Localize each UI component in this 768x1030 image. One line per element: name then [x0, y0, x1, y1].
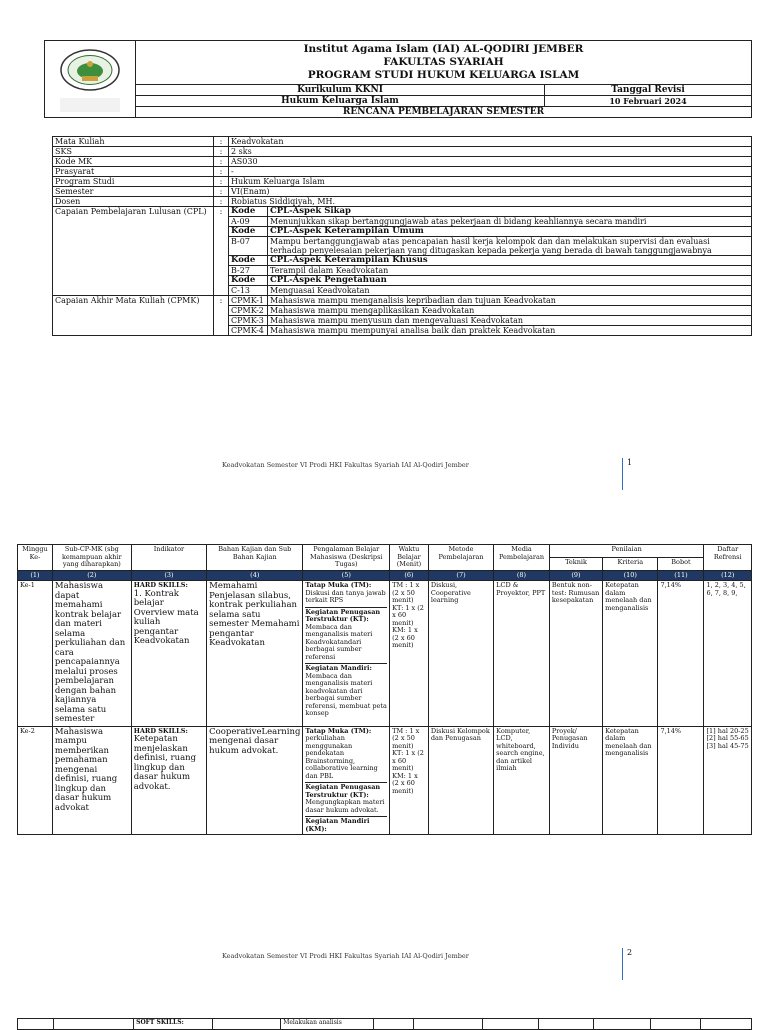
experience-cell — [303, 726, 390, 835]
cpmk-code: CPMK-3 — [229, 316, 268, 326]
institution-heading — [136, 41, 752, 85]
column-number: (5) — [303, 570, 390, 581]
cpl-description: CPL-Aspek Keterampilan Umum — [268, 227, 752, 237]
document-header — [44, 40, 752, 118]
cpl-code: B-07 — [229, 237, 268, 256]
info-separator: : — [214, 177, 229, 187]
experience-tm-text: perkuliahan menggunakan pendekatan Brainstorming, collaborative learning dan PBL — [305, 734, 378, 780]
cpmk-description: Mahasiswa mampu menyusun dan mengevaluasi Keadvokatan — [268, 316, 752, 326]
info-label: Kode MK — [53, 157, 214, 167]
cpl-row — [53, 207, 752, 217]
cpmk-code: CPMK-4 — [229, 326, 268, 336]
info-separator: : — [214, 147, 229, 157]
col-indicator: Indikator — [131, 545, 206, 571]
logo-blur — [60, 98, 120, 112]
page-footer: Keadvokatan Semester VI Prodi HKI Fakultas Syariah IAI Al-Qodiri Jember — [222, 461, 469, 469]
cpl-code: A-09 — [229, 217, 268, 227]
experience-km-text: Membaca dan menganalisis materi keadvokatan dari berbagai sumber referensi, membuat peta konsep — [305, 671, 387, 717]
info-separator: : — [214, 157, 229, 167]
criteria-cell: Ketepatan dalam menelaah dan menganalisis — [603, 581, 658, 727]
continuation-experience: Melakukan analisis — [281, 1019, 374, 1030]
col-method: Metode Pembelajaran — [428, 545, 493, 571]
cpl-code: B-27 — [229, 266, 268, 276]
column-number: (9) — [549, 570, 602, 581]
experience-tm-text: Diskusi dan tanya jawab terkait RPS — [305, 588, 386, 604]
col-technique: Teknik — [549, 557, 602, 570]
experience-km-title: Kegiatan Mandiri (KM): — [305, 816, 387, 833]
info-row — [53, 147, 752, 157]
indicator-cell — [131, 581, 206, 727]
curriculum-label: Kurikulum KKNI — [136, 85, 545, 96]
info-row — [53, 157, 752, 167]
cpl-code: Kode — [229, 227, 268, 237]
weekly-plan-continuation — [17, 1018, 752, 1030]
logo-cell — [45, 41, 136, 118]
column-number: (1) — [18, 570, 53, 581]
column-number: (8) — [494, 570, 550, 581]
experience-tm-title: Tatap Muka (TM): — [305, 726, 372, 735]
info-row — [53, 177, 752, 187]
page-footer-2: Keadvokatan Semester VI Prodi HKI Fakultas Syariah IAI Al-Qodiri Jember — [222, 952, 469, 960]
info-value: AS030 — [229, 157, 752, 167]
subcpmk-cell: Mahasiswa mampu memberikan pemahaman mengenai definisi, ruang lingkup dan dasar hukum advokat — [52, 726, 131, 835]
info-separator: : — [214, 197, 229, 207]
info-row — [53, 137, 752, 147]
cpmk-code: CPMK-2 — [229, 306, 268, 316]
info-label: Semester — [53, 187, 214, 197]
cpl-label: Capaian Pembelajaran Lulusan (CPL) — [53, 207, 214, 296]
media-cell: LCD & Proyektor, PPT — [494, 581, 550, 727]
info-row — [53, 167, 752, 177]
info-label: SKS — [53, 147, 214, 157]
cpl-description: CPL-Aspek Pengetahuan — [268, 276, 752, 286]
reference-cell: [1] hal 20-25 [2] hal 55-65 [3] hal 45-75 — [704, 726, 752, 835]
cpl-description: Menunjukkan sikap bertanggungjawab atas pekerjaan di bidang keahliannya secara mandiri — [268, 217, 752, 227]
method-cell: Diskusi, Cooperative learning — [428, 581, 493, 727]
table-row — [18, 726, 752, 835]
experience-kt-title: Kegiatan Penugasan Terstruktur (KT): — [305, 607, 387, 624]
material-cell: Memahami Penjelasan silabus, kontrak perkuliahan selama satu semester Memahami pengantar Keadvokatan — [207, 581, 303, 727]
experience-kt-title: Kegiatan Penugasan Terstruktur (KT): — [305, 782, 387, 799]
cpmk-code: CPMK-1 — [229, 296, 268, 306]
info-value: Robiatus Siddiqiyah, MH. — [229, 197, 752, 207]
info-separator: : — [214, 187, 229, 197]
col-week: Minggu Ke- — [18, 545, 53, 571]
info-label: Dosen — [53, 197, 214, 207]
cpmk-description: Mahasiswa mampu mengaplikasikan Keadvokatan — [268, 306, 752, 316]
cpl-description: Menguasai Keadvokatan — [268, 286, 752, 296]
faculty-name: FAKULTAS SYARIAH — [383, 56, 504, 68]
col-criteria: Kriteria — [603, 557, 658, 570]
info-value: 2 sks — [229, 147, 752, 157]
col-subcpmk: Sub-CP-MK (sbg kemampuan akhir yang diharapkan) — [52, 545, 131, 571]
course-info-table — [52, 136, 752, 336]
info-separator: : — [214, 137, 229, 147]
info-row — [53, 187, 752, 197]
column-number: (2) — [52, 570, 131, 581]
info-value: Keadvokatan — [229, 137, 752, 147]
indicator-text: Ketepatan menjelaskan definisi, ruang lingkup dan dasar hukum advokat. — [133, 734, 197, 792]
week-cell: Ke-1 — [18, 581, 53, 727]
info-label: Program Studi — [53, 177, 214, 187]
info-separator: : — [214, 167, 229, 177]
column-number: (6) — [390, 570, 429, 581]
col-material: Bahan Kajian dan Sub Bahan Kajian — [207, 545, 303, 571]
experience-tm-title: Tatap Muka (TM): — [305, 581, 372, 589]
info-label: Mata Kuliah — [53, 137, 214, 147]
weekly-plan-table — [17, 544, 752, 835]
cpmk-row — [53, 296, 752, 306]
experience-kt-text: Mengungkapkan materi dasar hukum advokat. — [305, 798, 385, 814]
cpl-description: Terampil dalam Keadvokatan — [268, 266, 752, 276]
experience-cell — [303, 581, 390, 727]
col-reference: Daftar Refrensi — [704, 545, 752, 571]
criteria-cell: Ketepatan dalam menelaah dan menganalisis — [603, 726, 658, 835]
cpl-code: Kode — [229, 256, 268, 266]
indicator-cell — [131, 726, 206, 835]
column-number: (4) — [207, 570, 303, 581]
technique-cell: Proyek/ Penugasan Individu — [549, 726, 602, 835]
info-value: VI(Enam) — [229, 187, 752, 197]
indicator-title: HARD SKILLS: — [133, 726, 188, 735]
material-cell: CooperativeLearning mengenai dasar hukum advokat. — [207, 726, 303, 835]
table-row — [18, 581, 752, 727]
info-value: Hukum Keluarga Islam — [229, 177, 752, 187]
cpl-code: Kode — [229, 276, 268, 286]
col-assessment: Penilaian — [549, 545, 704, 558]
cpmk-label: Capaian Akhir Mata Kuliah (CPMK) — [53, 296, 214, 336]
column-number-row — [18, 570, 752, 581]
info-label: Prasyarat — [53, 167, 214, 177]
weight-cell: 7,14% — [658, 726, 704, 835]
cpmk-description: Mahasiswa mampu mempunyai analisa baik dan praktek Keadvokatan — [268, 326, 752, 336]
col-media: Media Pembelajaran — [494, 545, 550, 571]
institution-logo-icon — [58, 47, 122, 93]
col-weight: Bobot — [658, 557, 704, 570]
experience-km-title: Kegiatan Mandiri: — [305, 663, 387, 673]
cpl-description: CPL-Aspek Keterampilan Khusus — [268, 256, 752, 266]
media-cell: Komputer, LCD, whiteboard, search engine, dan artikel ilmiah — [494, 726, 550, 835]
info-separator: : — [214, 296, 229, 336]
continuation-indicator: SOFT SKILLS: — [134, 1019, 213, 1030]
reference-cell: 1, 2, 3, 4, 5, 6, 7, 8, 9, — [704, 581, 752, 727]
cpmk-description: Mahasiswa mampu menganalisis kepribadian dan tujuan Keadvokatan — [268, 296, 752, 306]
column-number: (3) — [131, 570, 206, 581]
info-value: - — [229, 167, 752, 177]
col-experience: Pengalaman Belajar Mahasiswa (Deskripsi Tugas) — [303, 545, 390, 571]
institution-name: Institut Agama Islam (IAI) AL-QODIRI JEMBER — [303, 43, 584, 55]
week-cell: Ke-2 — [18, 726, 53, 835]
page-number: 1 — [622, 458, 632, 490]
col-time: Waktu Belajar (Menit) — [390, 545, 429, 571]
cpl-description: CPL-Aspek Sikap — [268, 207, 752, 217]
column-number: (10) — [603, 570, 658, 581]
cpl-code: Kode — [229, 207, 268, 217]
page-number-2: 2 — [622, 948, 632, 980]
indicator-title: HARD SKILLS: — [133, 581, 188, 589]
indicator-text: 1. Kontrak belajar Overview mata kuliah pengantar Keadvokatan — [133, 588, 199, 646]
program-name: PROGRAM STUDI HUKUM KELUARGA ISLAM — [307, 69, 580, 81]
cpl-description: Mampu bertanggungjawab atas pencapaian hasil kerja kelompok dan dan melakukan supervisi dan evaluasi terhadap penyelesaian pekerjaan yang ditugaskan kepada pekerja yang berada di bawah tanggungjawabnya — [268, 237, 752, 256]
document-title: RENCANA PEMBELAJARAN SEMESTER — [136, 107, 752, 118]
time-cell: TM : 1 x (2 x 50 menit) KT: 1 x (2 x 60 menit) KM: 1 x (2 x 60 menit) — [390, 726, 429, 835]
technique-cell: Bentuk non-test: Rumusan kesepakatan — [549, 581, 602, 727]
column-number: (11) — [658, 570, 704, 581]
subcpmk-cell: Mahasiswa dapat memahami kontrak belajar dan materi selama perkuliahan dan cara pencapaiannya melalui proses pembelajaran dengan bahan kajiannya selama satu semester — [52, 581, 131, 727]
revision-date: 10 Februari 2024 — [545, 96, 752, 107]
time-cell: TM : 1 x (2 x 50 menit) KT: 1 x (2 x 60 menit) KM: 1 x (2 x 60 menit) — [390, 581, 429, 727]
column-number: (12) — [704, 570, 752, 581]
info-separator: : — [214, 207, 229, 296]
info-row — [53, 197, 752, 207]
column-number: (7) — [428, 570, 493, 581]
cpl-code: C-13 — [229, 286, 268, 296]
study-program-label: Hukum Keluarga Islam — [136, 96, 545, 107]
method-cell: Diskusi Kelompok dan Penugasan — [428, 726, 493, 835]
revision-label: Tanggal Revisi — [545, 85, 752, 96]
experience-kt-text: Membaca dan menganalisis materi Keadvokatandari berbagai sumber referensi — [305, 622, 373, 661]
weight-cell: 7,14% — [658, 581, 704, 727]
